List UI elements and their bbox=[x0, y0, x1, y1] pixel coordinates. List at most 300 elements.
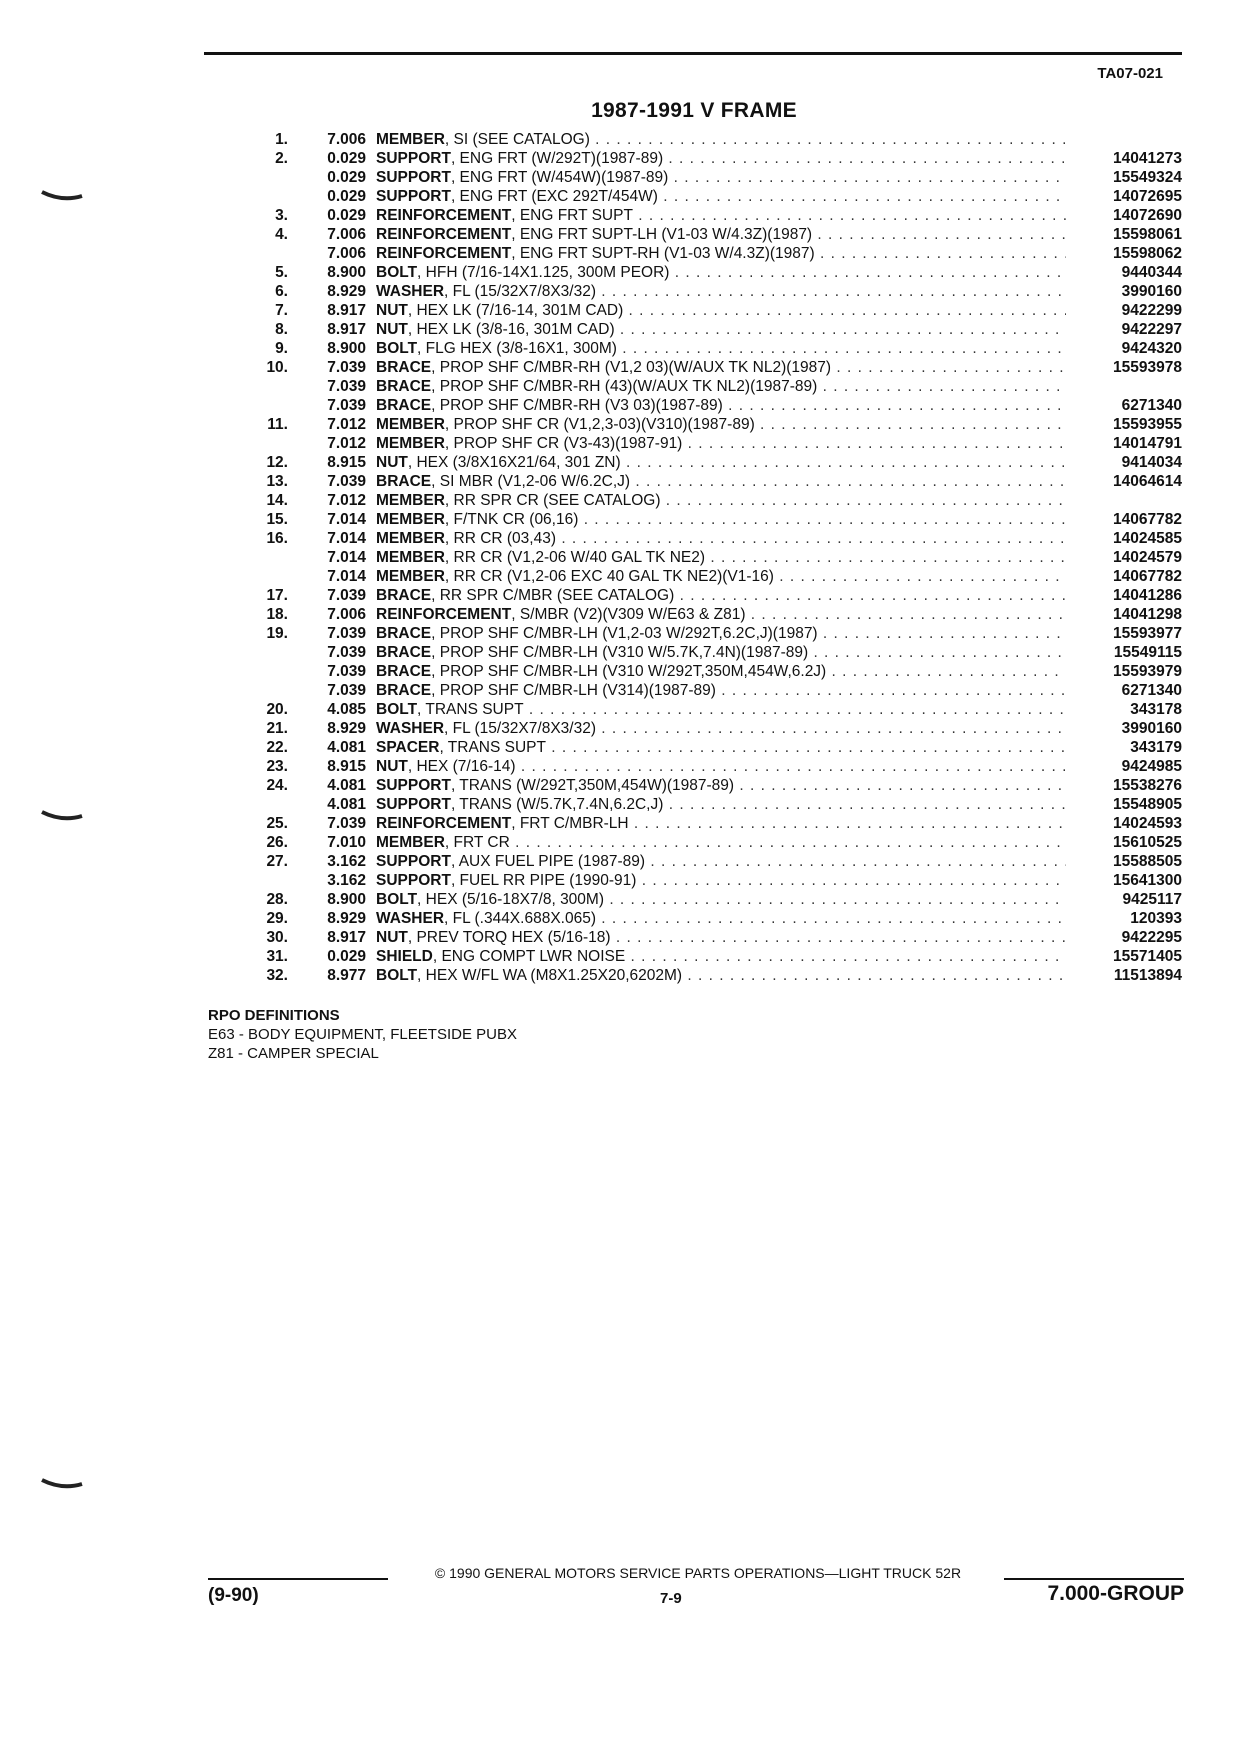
part-description bbox=[376, 415, 1066, 434]
part-description bbox=[376, 700, 1066, 719]
parts-row bbox=[248, 244, 1186, 263]
group-number: 4.085 bbox=[327, 701, 366, 718]
item-number: 18. bbox=[266, 606, 288, 623]
parts-row bbox=[248, 206, 1186, 225]
part-number: 343179 bbox=[1130, 739, 1182, 756]
parts-row bbox=[248, 548, 1186, 567]
part-name: SUPPORT bbox=[376, 872, 451, 889]
part-description bbox=[376, 130, 1066, 149]
item-number: 3. bbox=[275, 207, 288, 224]
part-description bbox=[376, 225, 1066, 244]
part-number: 6271340 bbox=[1121, 397, 1182, 414]
part-name: BOLT bbox=[376, 340, 418, 357]
group-number: 8.900 bbox=[327, 891, 366, 908]
part-detail: , RR SPR C/MBR (SEE CATALOG) bbox=[431, 587, 675, 604]
parts-row bbox=[248, 947, 1186, 966]
parts-row bbox=[248, 681, 1186, 700]
group-number: 7.039 bbox=[327, 378, 366, 395]
group-number: 8.917 bbox=[327, 321, 366, 338]
parts-row bbox=[248, 643, 1186, 662]
part-name: MEMBER bbox=[376, 549, 445, 566]
item-number: 29. bbox=[266, 910, 288, 927]
part-detail: , RR CR (V1,2-06 EXC 40 GAL TK NE2)(V1-16) bbox=[444, 568, 774, 585]
item-number: 26. bbox=[266, 834, 288, 851]
part-number: 9424985 bbox=[1121, 758, 1182, 775]
part-name: REINFORCEMENT bbox=[376, 245, 512, 262]
part-description bbox=[376, 548, 1066, 567]
group-number: 7.006 bbox=[327, 245, 366, 262]
part-description bbox=[376, 966, 1066, 985]
part-description bbox=[376, 624, 1066, 643]
parts-row bbox=[248, 434, 1186, 453]
group-number: 8.977 bbox=[327, 967, 366, 984]
part-name: SHIELD bbox=[376, 948, 433, 965]
parts-row bbox=[248, 187, 1186, 206]
group-number: 7.006 bbox=[327, 226, 366, 243]
part-number: 15548905 bbox=[1113, 796, 1182, 813]
group-number: 7.039 bbox=[327, 397, 366, 414]
parts-list bbox=[248, 130, 1186, 985]
part-description bbox=[376, 947, 1066, 966]
part-number: 9425117 bbox=[1122, 891, 1182, 908]
group-number: 4.081 bbox=[327, 739, 366, 756]
part-name: SUPPORT bbox=[376, 777, 451, 794]
part-name: MEMBER bbox=[376, 530, 445, 547]
part-detail: , FRT C/MBR-LH bbox=[511, 815, 629, 832]
group-number: 7.006 bbox=[327, 131, 366, 148]
part-number: 9440344 bbox=[1121, 264, 1182, 281]
group-number: 7.012 bbox=[327, 435, 366, 452]
parts-row bbox=[248, 928, 1186, 947]
part-name: WASHER bbox=[376, 283, 445, 300]
header-rule bbox=[204, 52, 1182, 55]
group-number: 7.010 bbox=[327, 834, 366, 851]
part-description bbox=[376, 510, 1066, 529]
parts-row bbox=[248, 149, 1186, 168]
part-number: 14067782 bbox=[1113, 568, 1182, 585]
part-description bbox=[376, 339, 1066, 358]
item-number: 27. bbox=[266, 853, 288, 870]
part-number: 14024585 bbox=[1113, 530, 1182, 547]
part-name: BOLT bbox=[376, 264, 418, 281]
rpo-line: Z81 - CAMPER SPECIAL bbox=[208, 1045, 379, 1062]
parts-row bbox=[248, 396, 1186, 415]
part-number: 120393 bbox=[1130, 910, 1182, 927]
part-name: MEMBER bbox=[376, 416, 445, 433]
part-number: 15598061 bbox=[1113, 226, 1182, 243]
group-number: 4.081 bbox=[327, 777, 366, 794]
group-number: 7.014 bbox=[327, 511, 366, 528]
part-name: MEMBER bbox=[376, 568, 445, 585]
punch-mark-icon bbox=[40, 808, 84, 822]
part-description bbox=[376, 244, 1066, 263]
part-description bbox=[376, 662, 1066, 681]
group-number: 0.029 bbox=[327, 207, 366, 224]
group-number: 0.029 bbox=[327, 188, 366, 205]
part-detail: , SI (SEE CATALOG) bbox=[444, 131, 590, 148]
rpo-definitions bbox=[208, 1006, 517, 1063]
parts-row bbox=[248, 757, 1186, 776]
part-name: WASHER bbox=[376, 910, 445, 927]
group-number: 7.014 bbox=[327, 530, 366, 547]
rpo-heading: RPO DEFINITIONS bbox=[208, 1007, 340, 1024]
part-number: 14024579 bbox=[1113, 549, 1182, 566]
part-name: MEMBER bbox=[376, 834, 445, 851]
part-name: SPACER bbox=[376, 739, 440, 756]
part-detail: , PROP SHF C/MBR-LH (V310 W/5.7K,7.4N)(1987-89) bbox=[431, 644, 809, 661]
item-number: 9. bbox=[275, 340, 288, 357]
group-number: 8.915 bbox=[327, 454, 366, 471]
parts-row bbox=[248, 795, 1186, 814]
group-number: 8.917 bbox=[327, 302, 366, 319]
part-number: 15549324 bbox=[1113, 169, 1182, 186]
part-name: WASHER bbox=[376, 720, 445, 737]
part-number: 15598062 bbox=[1113, 245, 1182, 262]
part-detail: , PROP SHF C/MBR-LH (V314)(1987-89) bbox=[431, 682, 716, 699]
parts-row bbox=[248, 719, 1186, 738]
part-number: 15610525 bbox=[1113, 834, 1182, 851]
part-detail: , AUX FUEL PIPE (1987-89) bbox=[450, 853, 646, 870]
part-number: 11513894 bbox=[1113, 967, 1182, 984]
group-number: 8.929 bbox=[327, 283, 366, 300]
group-number: 8.917 bbox=[327, 929, 366, 946]
group-number: 7.012 bbox=[327, 492, 366, 509]
part-detail: , ENG COMPT LWR NOISE bbox=[432, 948, 626, 965]
part-detail: , PROP SHF CR (V1,2,3-03)(V310)(1987-89) bbox=[444, 416, 755, 433]
footer-rule bbox=[1004, 1578, 1184, 1580]
item-number: 16. bbox=[266, 530, 288, 547]
parts-row bbox=[248, 339, 1186, 358]
group-number: 8.900 bbox=[327, 340, 366, 357]
part-detail: , HEX W/FL WA (M8X1.25X20,6202M) bbox=[417, 967, 683, 984]
part-description bbox=[376, 795, 1066, 814]
parts-row bbox=[248, 301, 1186, 320]
part-name: MEMBER bbox=[376, 492, 445, 509]
page-title: 1987-1991 V FRAME bbox=[591, 99, 797, 122]
group-number: 0.029 bbox=[327, 169, 366, 186]
part-detail: , PROP SHF CR (V3-43)(1987-91) bbox=[444, 435, 683, 452]
part-number: 14072690 bbox=[1113, 207, 1182, 224]
part-description bbox=[376, 928, 1066, 947]
part-name: NUT bbox=[376, 321, 408, 338]
part-description bbox=[376, 643, 1066, 662]
part-number: 14064614 bbox=[1113, 473, 1182, 490]
part-description bbox=[376, 738, 1066, 757]
part-number: 14014791 bbox=[1113, 435, 1182, 452]
part-name: NUT bbox=[376, 454, 408, 471]
part-name: BRACE bbox=[376, 625, 432, 642]
item-number: 20. bbox=[266, 701, 288, 718]
group-number: 7.014 bbox=[327, 568, 366, 585]
parts-row bbox=[248, 909, 1186, 928]
part-detail: , FLG HEX (3/8-16X1, 300M) bbox=[417, 340, 617, 357]
group-number: 8.900 bbox=[327, 264, 366, 281]
part-number: 9422299 bbox=[1121, 302, 1182, 319]
parts-row bbox=[248, 833, 1186, 852]
part-description bbox=[376, 814, 1066, 833]
part-description bbox=[376, 757, 1066, 776]
rpo-line: E63 - BODY EQUIPMENT, FLEETSIDE PUBX bbox=[208, 1026, 517, 1043]
part-number: 14041273 bbox=[1113, 150, 1182, 167]
part-description bbox=[376, 472, 1066, 491]
parts-row bbox=[248, 852, 1186, 871]
part-number: 15593978 bbox=[1113, 359, 1182, 376]
item-number: 6. bbox=[275, 283, 288, 300]
group-number: 7.014 bbox=[327, 549, 366, 566]
part-description bbox=[376, 567, 1066, 586]
part-name: BRACE bbox=[376, 587, 432, 604]
parts-row bbox=[248, 510, 1186, 529]
part-number: 9424320 bbox=[1121, 340, 1182, 357]
item-number: 14. bbox=[266, 492, 288, 509]
reference-code: TA07-021 bbox=[1097, 65, 1163, 82]
item-number: 25. bbox=[266, 815, 288, 832]
part-name: BRACE bbox=[376, 473, 432, 490]
parts-row bbox=[248, 491, 1186, 510]
group-number: 7.012 bbox=[327, 416, 366, 433]
part-detail: , PROP SHF C/MBR-RH (43)(W/AUX TK NL2)(1987-89) bbox=[431, 378, 818, 395]
item-number: 30. bbox=[266, 929, 288, 946]
part-number: 15593977 bbox=[1113, 625, 1182, 642]
item-number: 23. bbox=[266, 758, 288, 775]
item-number: 28. bbox=[266, 891, 288, 908]
part-detail: , FL (15/32X7/8X3/32) bbox=[444, 283, 596, 300]
part-number: 14041286 bbox=[1113, 587, 1182, 604]
item-number: 22. bbox=[266, 739, 288, 756]
part-description bbox=[376, 301, 1066, 320]
part-detail: , ENG FRT (W/292T)(1987-89) bbox=[450, 150, 664, 167]
part-detail: , S/MBR (V2)(V309 W/E63 & Z81) bbox=[511, 606, 746, 623]
parts-row bbox=[248, 529, 1186, 548]
part-number: 343178 bbox=[1130, 701, 1182, 718]
part-description bbox=[376, 909, 1066, 928]
part-name: SUPPORT bbox=[376, 188, 451, 205]
item-number: 17. bbox=[266, 587, 288, 604]
part-number: 9422297 bbox=[1121, 321, 1182, 338]
part-detail: , RR SPR CR (SEE CATALOG) bbox=[444, 492, 661, 509]
part-name: REINFORCEMENT bbox=[376, 207, 512, 224]
part-number: 9422295 bbox=[1121, 929, 1182, 946]
item-number: 31. bbox=[266, 948, 288, 965]
part-name: BRACE bbox=[376, 359, 432, 376]
part-name: NUT bbox=[376, 929, 408, 946]
part-name: REINFORCEMENT bbox=[376, 815, 512, 832]
part-name: BOLT bbox=[376, 967, 418, 984]
part-description bbox=[376, 263, 1066, 282]
parts-row bbox=[248, 776, 1186, 795]
parts-row bbox=[248, 263, 1186, 282]
part-detail: , RR CR (03,43) bbox=[444, 530, 557, 547]
part-description bbox=[376, 320, 1066, 339]
punch-mark-icon bbox=[40, 188, 84, 202]
part-number: 3990160 bbox=[1121, 283, 1182, 300]
part-number: 14072695 bbox=[1113, 188, 1182, 205]
part-number: 6271340 bbox=[1121, 682, 1182, 699]
part-name: BRACE bbox=[376, 644, 432, 661]
part-number: 14024593 bbox=[1113, 815, 1182, 832]
parts-row bbox=[248, 890, 1186, 909]
part-description bbox=[376, 719, 1066, 738]
part-name: NUT bbox=[376, 758, 408, 775]
part-description bbox=[376, 605, 1066, 624]
part-description bbox=[376, 206, 1066, 225]
group-number: 7.039 bbox=[327, 473, 366, 490]
part-number: 15588505 bbox=[1113, 853, 1182, 870]
part-detail: , TRANS (W/292T,350M,454W)(1987-89) bbox=[450, 777, 735, 794]
part-number: 3990160 bbox=[1121, 720, 1182, 737]
part-description bbox=[376, 434, 1066, 453]
parts-row bbox=[248, 472, 1186, 491]
group-number: 7.039 bbox=[327, 587, 366, 604]
part-detail: , HEX LK (7/16-14, 301M CAD) bbox=[407, 302, 624, 319]
group-number: 7.039 bbox=[327, 682, 366, 699]
parts-row bbox=[248, 358, 1186, 377]
item-number: 7. bbox=[275, 302, 288, 319]
parts-row bbox=[248, 453, 1186, 472]
item-number: 12. bbox=[266, 454, 288, 471]
part-detail: , FL (.344X.688X.065) bbox=[444, 910, 596, 927]
part-number: 14041298 bbox=[1113, 606, 1182, 623]
part-description bbox=[376, 681, 1066, 700]
part-detail: , ENG FRT SUPT-LH (V1-03 W/4.3Z)(1987) bbox=[511, 226, 813, 243]
part-detail: , SI MBR (V1,2-06 W/6.2C,J) bbox=[431, 473, 631, 490]
item-number: 10. bbox=[266, 359, 288, 376]
part-detail: , ENG FRT SUPT bbox=[511, 207, 633, 224]
part-detail: , TRANS SUPT bbox=[417, 701, 524, 718]
part-name: SUPPORT bbox=[376, 853, 451, 870]
part-name: SUPPORT bbox=[376, 169, 451, 186]
punch-mark-icon bbox=[40, 1476, 84, 1490]
group-number: 3.162 bbox=[327, 853, 366, 870]
part-detail: , PROP SHF C/MBR-LH (V310 W/292T,350M,454W,6.2J) bbox=[431, 663, 827, 680]
part-number: 15549115 bbox=[1113, 644, 1182, 661]
part-detail: , RR CR (V1,2-06 W/40 GAL TK NE2) bbox=[444, 549, 706, 566]
part-description bbox=[376, 149, 1066, 168]
part-description bbox=[376, 586, 1066, 605]
part-number: 15538276 bbox=[1113, 777, 1182, 794]
footer-rule bbox=[208, 1578, 388, 1580]
group-number: 7.006 bbox=[327, 606, 366, 623]
part-name: MEMBER bbox=[376, 131, 445, 148]
item-number: 21. bbox=[266, 720, 288, 737]
part-detail: , ENG FRT SUPT-RH (V1-03 W/4.3Z)(1987) bbox=[511, 245, 815, 262]
parts-row bbox=[248, 738, 1186, 757]
parts-row bbox=[248, 377, 1186, 396]
part-description bbox=[376, 491, 1066, 510]
item-number: 4. bbox=[275, 226, 288, 243]
parts-row bbox=[248, 168, 1186, 187]
group-number: 8.915 bbox=[327, 758, 366, 775]
part-name: BOLT bbox=[376, 891, 418, 908]
part-description bbox=[376, 377, 1066, 396]
parts-row bbox=[248, 871, 1186, 890]
group-number: 7.039 bbox=[327, 815, 366, 832]
part-detail: , PROP SHF C/MBR-RH (V1,2 03)(W/AUX TK NL2)(1987) bbox=[431, 359, 832, 376]
part-description bbox=[376, 358, 1066, 377]
parts-row bbox=[248, 662, 1186, 681]
page-number: 7-9 bbox=[660, 1590, 682, 1607]
part-name: MEMBER bbox=[376, 435, 445, 452]
item-number: 24. bbox=[266, 777, 288, 794]
group-number: 0.029 bbox=[327, 150, 366, 167]
revision-date: (9-90) bbox=[208, 1585, 259, 1606]
part-description bbox=[376, 453, 1066, 472]
part-description bbox=[376, 833, 1066, 852]
part-description bbox=[376, 890, 1066, 909]
part-name: NUT bbox=[376, 302, 408, 319]
part-description bbox=[376, 776, 1066, 795]
group-label: 7.000-GROUP bbox=[1047, 1582, 1184, 1605]
part-detail: , HFH (7/16-14X1.125, 300M PEOR) bbox=[417, 264, 670, 281]
parts-row bbox=[248, 700, 1186, 719]
part-detail: , PROP SHF C/MBR-LH (V1,2-03 W/292T,6.2C,J)(1987) bbox=[431, 625, 818, 642]
group-number: 4.081 bbox=[327, 796, 366, 813]
part-detail: , TRANS (W/5.7K,7.4N,6.2C,J) bbox=[450, 796, 664, 813]
part-detail: , PREV TORQ HEX (5/16-18) bbox=[407, 929, 611, 946]
part-name: BRACE bbox=[376, 682, 432, 699]
part-number: 15641300 bbox=[1113, 872, 1182, 889]
part-number: 9414034 bbox=[1121, 454, 1182, 471]
part-detail: , FUEL RR PIPE (1990-91) bbox=[450, 872, 637, 889]
part-detail: , FL (15/32X7/8X3/32) bbox=[444, 720, 596, 737]
item-number: 2. bbox=[275, 150, 288, 167]
part-name: BRACE bbox=[376, 378, 432, 395]
part-name: SUPPORT bbox=[376, 796, 451, 813]
group-number: 7.039 bbox=[327, 625, 366, 642]
part-name: MEMBER bbox=[376, 511, 445, 528]
part-description bbox=[376, 396, 1066, 415]
item-number: 32. bbox=[266, 967, 288, 984]
group-number: 7.039 bbox=[327, 359, 366, 376]
group-number: 8.929 bbox=[327, 910, 366, 927]
item-number: 5. bbox=[275, 264, 288, 281]
part-number: 15571405 bbox=[1113, 948, 1182, 965]
part-description bbox=[376, 529, 1066, 548]
item-number: 15. bbox=[266, 511, 288, 528]
part-number: 15593979 bbox=[1113, 663, 1182, 680]
part-name: BOLT bbox=[376, 701, 418, 718]
parts-row bbox=[248, 282, 1186, 301]
part-detail: , HEX (7/16-14) bbox=[407, 758, 516, 775]
parts-row bbox=[248, 225, 1186, 244]
part-detail: , F/TNK CR (06,16) bbox=[444, 511, 579, 528]
item-number: 13. bbox=[266, 473, 288, 490]
item-number: 8. bbox=[275, 321, 288, 338]
parts-row bbox=[248, 605, 1186, 624]
part-name: REINFORCEMENT bbox=[376, 226, 512, 243]
copyright-text: © 1990 GENERAL MOTORS SERVICE PARTS OPERATIONS—LIGHT TRUCK 52R bbox=[434, 1565, 962, 1581]
part-detail: , HEX LK (3/8-16, 301M CAD) bbox=[407, 321, 615, 338]
parts-row bbox=[248, 624, 1186, 643]
item-number: 19. bbox=[266, 625, 288, 642]
parts-row bbox=[248, 586, 1186, 605]
group-number: 7.039 bbox=[327, 644, 366, 661]
group-number: 0.029 bbox=[327, 948, 366, 965]
part-name: SUPPORT bbox=[376, 150, 451, 167]
part-description bbox=[376, 168, 1066, 187]
parts-row bbox=[248, 320, 1186, 339]
part-name: BRACE bbox=[376, 663, 432, 680]
part-detail: , ENG FRT (EXC 292T/454W) bbox=[450, 188, 658, 205]
part-description bbox=[376, 187, 1066, 206]
part-number: 15593955 bbox=[1113, 416, 1182, 433]
part-description bbox=[376, 871, 1066, 890]
part-detail: , PROP SHF C/MBR-RH (V3 03)(1987-89) bbox=[431, 397, 723, 414]
parts-row bbox=[248, 130, 1186, 149]
part-detail: , HEX (3/8X16X21/64, 301 ZN) bbox=[407, 454, 621, 471]
parts-row bbox=[248, 966, 1186, 985]
part-number: 14067782 bbox=[1113, 511, 1182, 528]
